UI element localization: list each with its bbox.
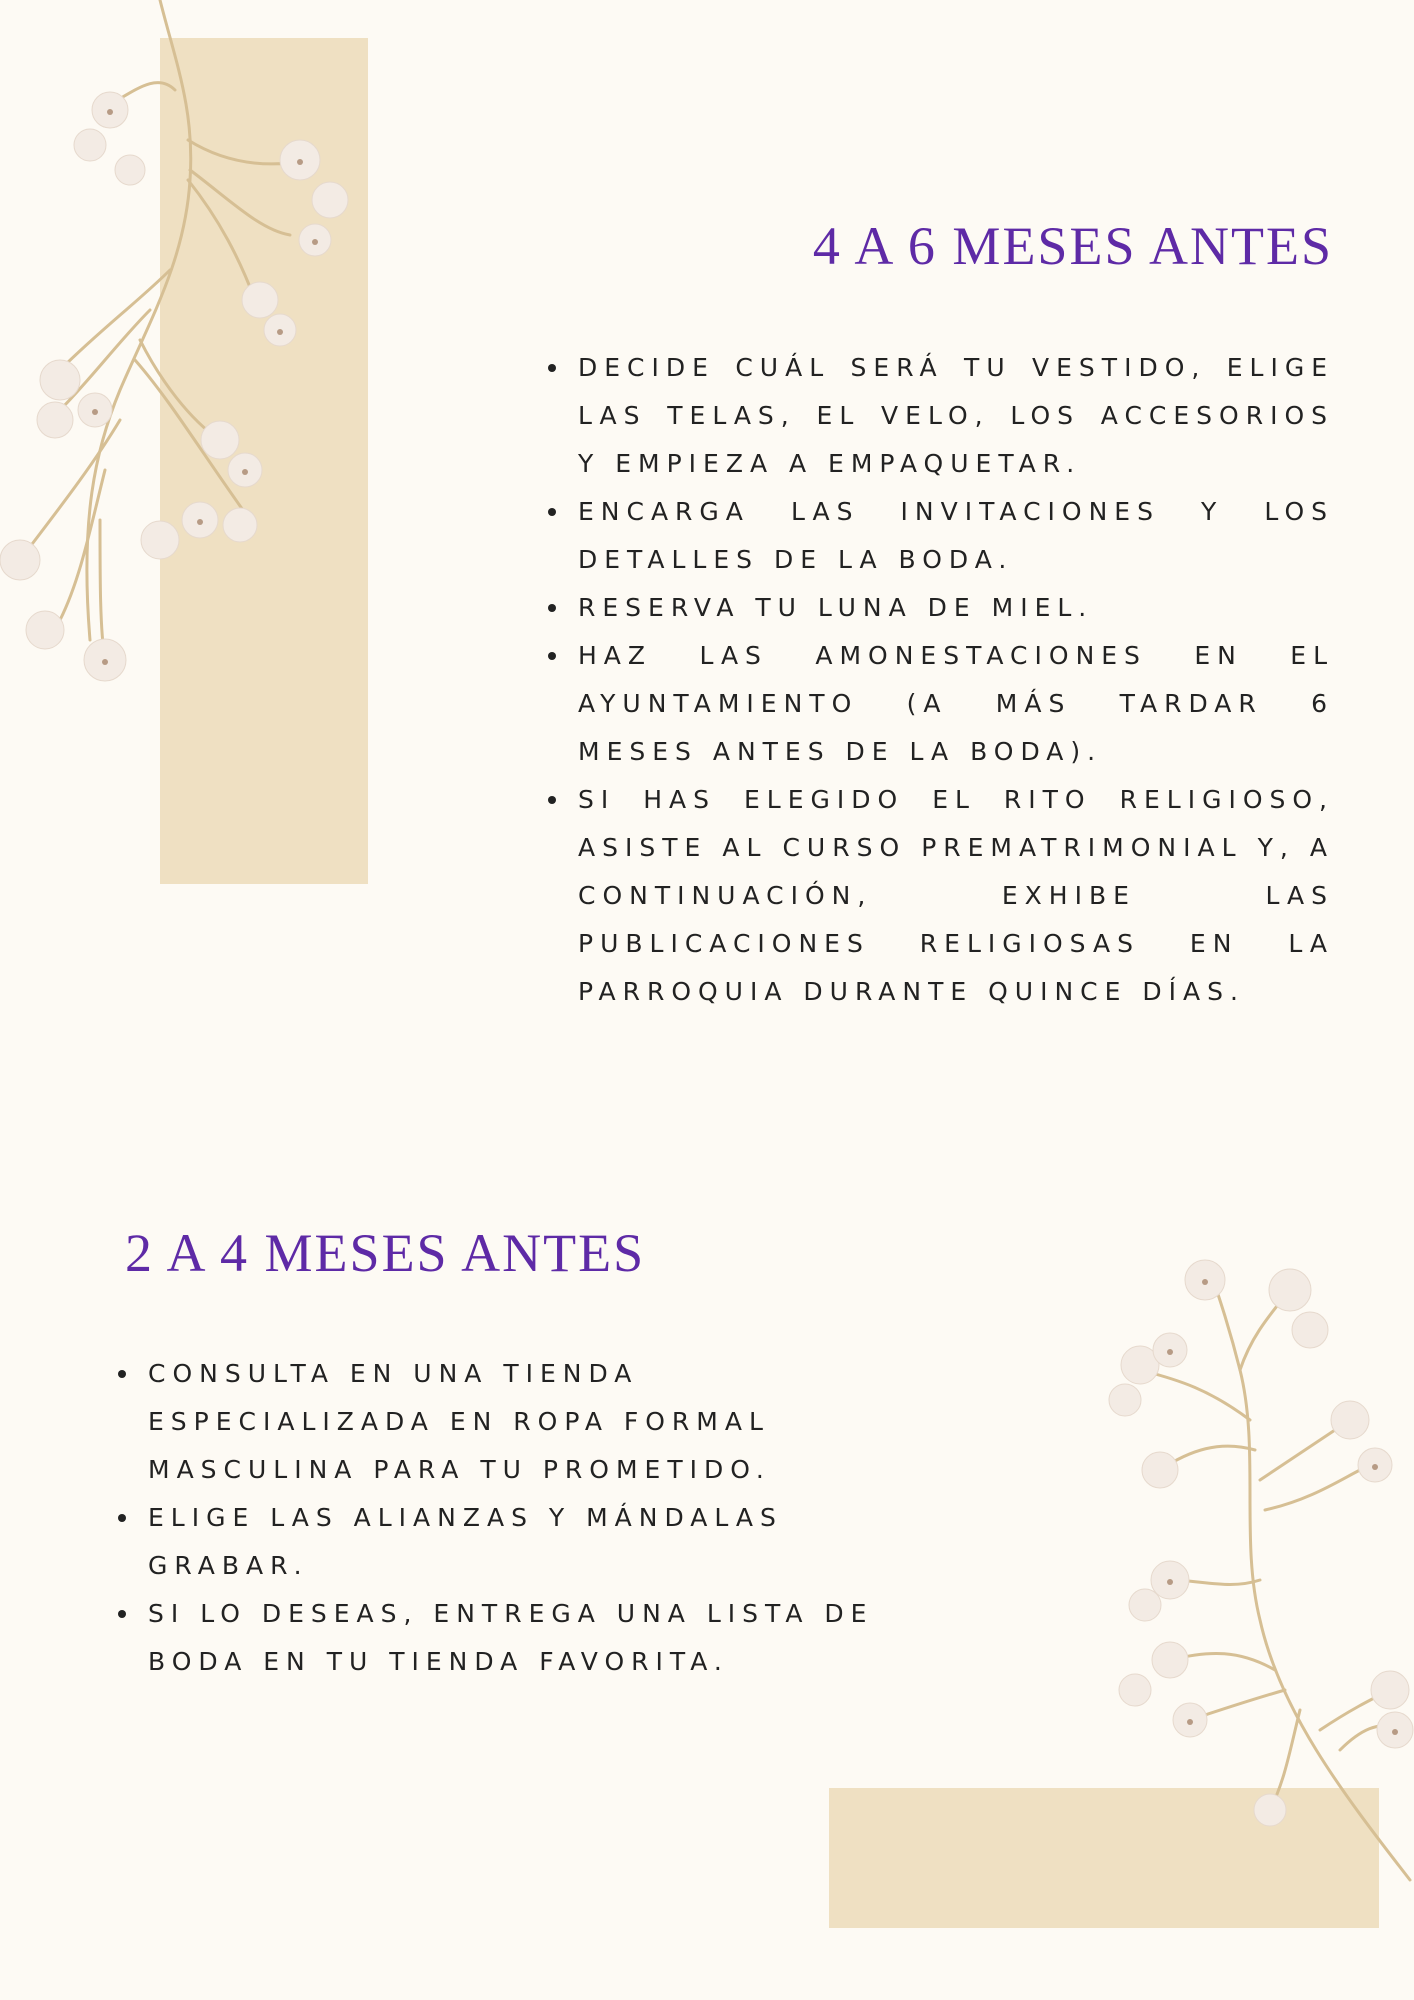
section-heading: 4 A 6 MESES ANTES xyxy=(812,216,1333,276)
floral-branch-illustration xyxy=(0,0,380,720)
list-item: SI HAS ELEGIDO EL RITO RELIGIOSO, ASISTE AL CURSO PREMATRIMONIAL Y, A CONTINUACIÓN, EXHIBE LAS PUBLICACIONES RELIGIOSAS EN LA PARROQUIA DURANTE QUINCE DÍAS. xyxy=(548,776,1334,1016)
section-heading: 2 A 4 MESES ANTES xyxy=(125,1223,646,1283)
list-item: DECIDE CUÁL SERÁ TU VESTIDO, ELIGE LAS TELAS, EL VELO, LOS ACCESORIOS Y EMPIEZA A EMPAQUETAR. xyxy=(548,344,1334,488)
list-item: RESERVA TU LUNA DE MIEL. xyxy=(548,584,1334,632)
floral-branch-illustration xyxy=(1090,1250,1414,1890)
checklist xyxy=(548,344,1334,1016)
checklist xyxy=(118,1350,878,1686)
list-item: ELIGE LAS ALIANZAS Y MÁNDALAS GRABAR. xyxy=(118,1494,878,1590)
list-item: CONSULTA EN UNA TIENDA ESPECIALIZADA EN ROPA FORMAL MASCULINA PARA TU PROMETIDO. xyxy=(118,1350,878,1494)
list-item: HAZ LAS AMONESTACIONES EN EL AYUNTAMIENTO (A MÁS TARDAR 6 MESES ANTES DE LA BODA). xyxy=(548,632,1334,776)
list-item: ENCARGA LAS INVITACIONES Y LOS DETALLES DE LA BODA. xyxy=(548,488,1334,584)
list-item: SI LO DESEAS, ENTREGA UNA LISTA DE BODA EN TU TIENDA FAVORITA. xyxy=(118,1590,878,1686)
